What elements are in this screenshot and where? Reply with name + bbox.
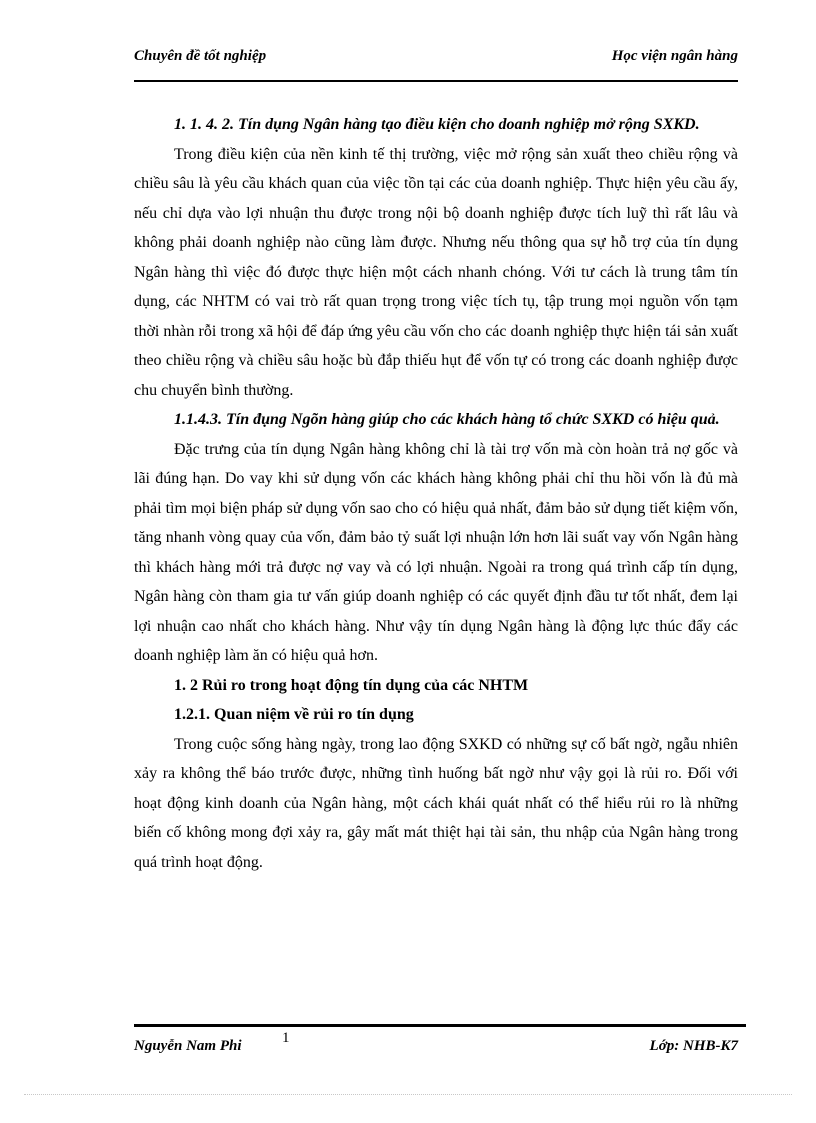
paragraph-2: Đặc trưng của tín dụng Ngân hàng không chỉ là tài trợ vốn mà còn hoàn trả nợ gốc và lãi đúng hạn. Do vay khi sử dụng vốn các khách hàng không phải chỉ thu hồi vốn là đủ mà phải tìm mọi biện pháp sử dụng vốn sao cho có hiệu quả nhất, đảm bảo sử dụng tiết kiệm vốn, tăng nhanh vòng quay của vốn, đảm bảo tỷ suất lợi nhuận lớn hơn lãi suất vay vốn Ngân hàng thì khách hàng mới trả được nợ vay và có lợi nhuận. Ngoài ra trong quá trình cấp tín dụng, Ngân hàng còn tham gia tư vấn giúp doanh nghiệp có các quyết định đầu tư tốt nhất, đem lại lợi nhuận cao nhất cho khách hàng. Như vậy tín dụng Ngân hàng là động lực thúc đẩy các doanh nghiệp làm ăn có hiệu quả hơn.: [134, 440, 738, 664]
page-number: 1: [282, 1030, 290, 1046]
page-header: [134, 48, 738, 72]
section-heading-1-1-4-2: 1. 1. 4. 2. Tín dụng Ngân hàng tạo điều kiện cho doanh nghiệp mở rộng SXKD.: [174, 116, 700, 133]
paragraph-3: Trong cuộc sống hàng ngày, trong lao động SXKD có những sự cố bất ngờ, ngẫu nhiên xảy ra không thể báo trước được, những tình huống bất ngờ như vậy gọi là rủi ro. Đối với hoạt động kinh doanh của Ngân hàng, một cách khái quát nhất có thể hiểu rủi ro là những biến cố không mong đợi xảy ra, gây mất mát thiệt hại tài sản, thu nhập của Ngân hàng trong quá trình hoạt động.: [134, 735, 738, 871]
section-heading-1-2-1: 1.2.1. Quan niệm về rủi ro tín dụng: [174, 706, 414, 723]
footer-author: Nguyễn Nam Phi: [134, 1038, 242, 1054]
section-heading-1-1-4-3: 1.1.4.3. Tín đụng Ngõn hàng giúp cho các khách hàng tổ chức SXKD có hiệu quả.: [174, 411, 720, 428]
header-right-title: Học viện ngân hàng: [611, 48, 738, 64]
page-bottom-dotted-line: [24, 1094, 792, 1095]
footer-class: Lớp: NHB-K7: [649, 1038, 738, 1054]
section-heading-1-2: 1. 2 Rủi ro trong hoạt động tín dụng của các NHTM: [174, 676, 529, 694]
header-left-title: Chuyên đề tốt nghiệp: [134, 48, 267, 64]
paragraph-1: Trong điều kiện của nền kinh tế thị trường, việc mở rộng sản xuất theo chiều rộng và chiều sâu là yêu cầu khách quan của việc tồn tại các của doanh nghiệp. Thực hiện yêu cầu ấy, nếu chỉ dựa vào lợi nhuận thu được trong nội bộ doanh nghiệp được tích luỹ thì rất lâu và không phải doanh nghiệp nào cũng làm được. Nhưng nếu thông qua sự hỗ trợ của tín dụng Ngân hàng thì việc đó được thực hiện một cách nhanh chóng. Với tư cách là trung tâm tín dụng, các NHTM có vai trò rất quan trọng trong việc tích tụ, tập trung mọi nguồn vốn tạm thời nhàn rỗi trong xã hội để đáp ứng yêu cầu vốn cho các doanh nghiệp thực hiện tái sản xuất theo chiều rộng và chiều sâu hoặc bù đắp thiếu hụt để vốn tự có trong các doanh nghiệp được chu chuyển bình thường.: [134, 145, 738, 399]
footer-rule: [134, 1024, 746, 1027]
header-rule: [134, 80, 738, 82]
page-footer: [134, 1030, 738, 1062]
document-body: [134, 110, 738, 877]
